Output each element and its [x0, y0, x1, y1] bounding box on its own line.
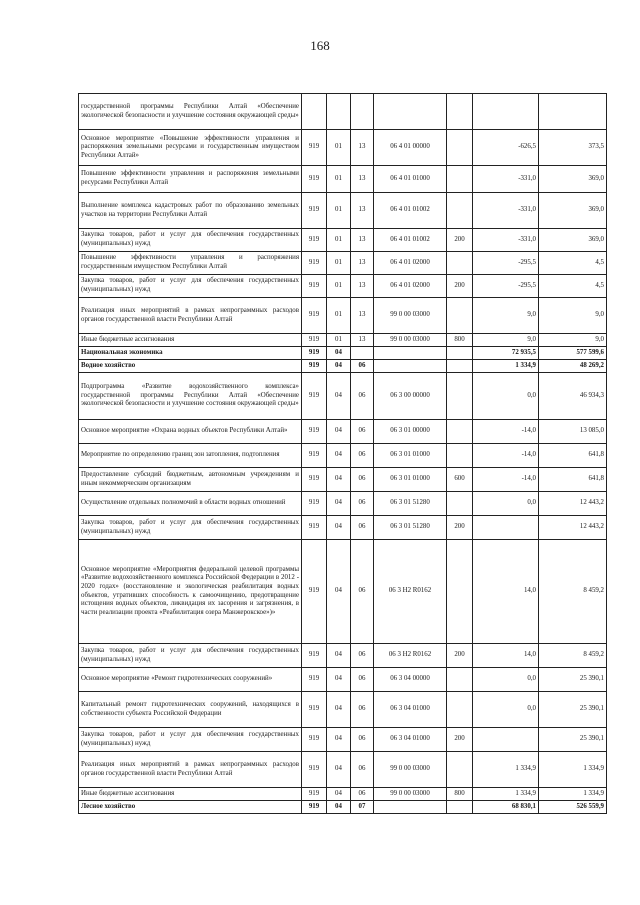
expense-name-cell: Осуществление отдельных полномочий в области водных отношений [79, 492, 302, 516]
subsection-code-cell: 06 [351, 540, 374, 644]
expense-type-cell [447, 373, 473, 420]
subsection-code-cell: 06 [351, 692, 374, 728]
section-code-cell: 01 [327, 275, 351, 298]
grbs-code-cell: 919 [302, 788, 327, 801]
target-article-cell: 99 0 00 03000 [374, 334, 447, 347]
section-code-cell: 01 [327, 193, 351, 229]
amount-change-cell: 0,0 [473, 692, 539, 728]
grbs-code-cell: 919 [302, 728, 327, 752]
subsection-code-cell: 13 [351, 193, 374, 229]
target-article-cell: 99 0 00 03000 [374, 788, 447, 801]
subsection-code-cell: 07 [351, 801, 374, 814]
section-code-cell: 01 [327, 252, 351, 275]
table-row [79, 275, 607, 298]
expense-name-cell: Иные бюджетные ассигнования [79, 788, 302, 801]
target-article-cell: 99 0 00 03000 [374, 752, 447, 788]
expense-name-cell: Предоставление субсидий бюджетным, автономным учреждениям и иным некоммерческим организациям [79, 468, 302, 492]
amount-change-cell: -331,0 [473, 193, 539, 229]
subsection-code-cell: 06 [351, 788, 374, 801]
target-article-cell [374, 347, 447, 360]
expense-name-cell: Водное хозяйство [79, 360, 302, 373]
section-code-cell: 04 [327, 668, 351, 692]
amount-total-cell: 9,0 [539, 334, 607, 347]
expense-type-cell: 200 [447, 728, 473, 752]
section-code-cell: 04 [327, 373, 351, 420]
page-number: 168 [310, 38, 330, 53]
amount-change-cell: 0,0 [473, 373, 539, 420]
grbs-code-cell: 919 [302, 193, 327, 229]
grbs-code-cell: 919 [302, 492, 327, 516]
target-article-cell: 06 3 01 51280 [374, 492, 447, 516]
expense-name-cell: Закупка товаров, работ и услуг для обеспечения государственных (муниципальных) нужд [79, 275, 302, 298]
expense-type-cell [447, 252, 473, 275]
section-code-cell: 04 [327, 347, 351, 360]
amount-change-cell: 72 935,5 [473, 347, 539, 360]
section-code-cell: 04 [327, 692, 351, 728]
grbs-code-cell: 919 [302, 668, 327, 692]
section-code-cell: 04 [327, 516, 351, 540]
expense-name-cell: Основное мероприятие «Охрана водных объектов Республики Алтай» [79, 420, 302, 444]
grbs-code-cell: 919 [302, 334, 327, 347]
section-code-cell: 01 [327, 298, 351, 334]
section-code-cell: 04 [327, 788, 351, 801]
subsection-code-cell [351, 347, 374, 360]
subsection-code-cell: 06 [351, 644, 374, 668]
amount-change-cell: 9,0 [473, 334, 539, 347]
expense-type-cell [447, 94, 473, 130]
section-code-cell: 04 [327, 801, 351, 814]
amount-change-cell: 0,0 [473, 492, 539, 516]
expense-type-cell: 200 [447, 516, 473, 540]
amount-change-cell: -14,0 [473, 444, 539, 468]
expense-type-cell [447, 166, 473, 193]
amount-total-cell: 25 390,1 [539, 668, 607, 692]
expense-name-cell: Подпрограмма «Развитие водохозяйственного комплекса» государственной программы Республики Алтай «Обеспечение экологической безопасности и улучшение состояния окружающей среды» [79, 373, 302, 420]
amount-change-cell: -295,5 [473, 275, 539, 298]
subsection-code-cell: 13 [351, 252, 374, 275]
amount-total-cell: 48 269,2 [539, 360, 607, 373]
amount-total-cell: 577 599,6 [539, 347, 607, 360]
expense-type-cell [447, 420, 473, 444]
section-code-cell: 04 [327, 752, 351, 788]
target-article-cell: 06 3 04 01000 [374, 728, 447, 752]
expense-name-cell: Повышение эффективности управления и распоряжения государственным имуществом Республики Алтай [79, 252, 302, 275]
expense-name-cell: Повышение эффективности управления и распоряжения земельными ресурсами Республики Алтай [79, 166, 302, 193]
amount-total-cell: 8 459,2 [539, 540, 607, 644]
expense-name-cell: Национальная экономика [79, 347, 302, 360]
amount-change-cell: -14,0 [473, 420, 539, 444]
section-code-cell: 04 [327, 468, 351, 492]
expense-type-cell [447, 444, 473, 468]
amount-change-cell: -331,0 [473, 166, 539, 193]
amount-total-cell: 25 390,1 [539, 728, 607, 752]
expense-type-cell [447, 692, 473, 728]
table-row [79, 752, 607, 788]
amount-total-cell: 8 459,2 [539, 644, 607, 668]
section-code-cell: 01 [327, 166, 351, 193]
grbs-code-cell: 919 [302, 468, 327, 492]
table-row [79, 298, 607, 334]
target-article-cell: 99 0 00 03000 [374, 298, 447, 334]
expense-name-cell: Мероприятие по определению границ зон затопления, подтопления [79, 444, 302, 468]
amount-change-cell: -331,0 [473, 229, 539, 252]
amount-total-cell: 641,8 [539, 468, 607, 492]
table-row [79, 516, 607, 540]
target-article-cell: 06 4 01 02000 [374, 252, 447, 275]
amount-total-cell: 12 443,2 [539, 516, 607, 540]
expense-name-cell: Реализация иных мероприятий в рамках непрограммных расходов органов государственной власти Республики Алтай [79, 298, 302, 334]
subsection-code-cell: 06 [351, 360, 374, 373]
subsection-code-cell: 06 [351, 468, 374, 492]
amount-change-cell: 1 334,9 [473, 360, 539, 373]
amount-total-cell: 4,5 [539, 275, 607, 298]
grbs-code-cell: 919 [302, 540, 327, 644]
grbs-code-cell: 919 [302, 752, 327, 788]
expense-type-cell [447, 668, 473, 692]
section-code-cell: 01 [327, 334, 351, 347]
subsection-code-cell: 13 [351, 334, 374, 347]
amount-total-cell: 13 085,0 [539, 420, 607, 444]
target-article-cell: 06 3 04 00000 [374, 668, 447, 692]
table-row [79, 728, 607, 752]
table-row [79, 373, 607, 420]
grbs-code-cell: 919 [302, 516, 327, 540]
subsection-code-cell: 13 [351, 130, 374, 166]
expense-name-cell: Основное мероприятие «Ремонт гидротехнических сооружений» [79, 668, 302, 692]
subsection-code-cell: 13 [351, 275, 374, 298]
expense-name-cell: государственной программы Республики Алтай «Обеспечение экологической безопасности и улучшение состояния окружающей среды» [79, 94, 302, 130]
target-article-cell: 06 4 01 01002 [374, 193, 447, 229]
table-row [79, 420, 607, 444]
amount-total-cell: 1 334,9 [539, 752, 607, 788]
subsection-code-cell: 06 [351, 444, 374, 468]
expense-type-cell [447, 540, 473, 644]
table-row [79, 644, 607, 668]
amount-total-cell: 46 934,3 [539, 373, 607, 420]
target-article-cell: 06 3 Н2 R0162 [374, 540, 447, 644]
amount-total-cell: 1 334,9 [539, 788, 607, 801]
table-row [79, 193, 607, 229]
grbs-code-cell: 919 [302, 166, 327, 193]
expense-name-cell: Закупка товаров, работ и услуг для обеспечения государственных (муниципальных) нужд [79, 229, 302, 252]
expense-name-cell: Иные бюджетные ассигнования [79, 334, 302, 347]
grbs-code-cell: 919 [302, 298, 327, 334]
section-code-cell: 04 [327, 420, 351, 444]
target-article-cell: 06 3 01 01000 [374, 444, 447, 468]
table-row [79, 252, 607, 275]
section-code-cell: 04 [327, 728, 351, 752]
amount-change-cell: -14,0 [473, 468, 539, 492]
subsection-code-cell [351, 94, 374, 130]
subsection-code-cell: 13 [351, 166, 374, 193]
expense-name-cell: Закупка товаров, работ и услуг для обеспечения государственных (муниципальных) нужд [79, 728, 302, 752]
section-code-cell: 01 [327, 130, 351, 166]
table-row [79, 130, 607, 166]
expense-type-cell [447, 360, 473, 373]
table-row [79, 801, 607, 814]
subsection-code-cell: 06 [351, 728, 374, 752]
budget-table [78, 93, 607, 814]
expense-name-cell: Основное мероприятие «Повышение эффективности управления и распоряжения земельными ресурсами и государственным имуществом Республики Алтай» [79, 130, 302, 166]
target-article-cell: 06 4 01 01000 [374, 166, 447, 193]
table-row [79, 692, 607, 728]
target-article-cell: 06 4 01 02000 [374, 275, 447, 298]
section-code-cell: 04 [327, 444, 351, 468]
expense-type-cell: 200 [447, 229, 473, 252]
amount-change-cell: -295,5 [473, 252, 539, 275]
subsection-code-cell: 06 [351, 420, 374, 444]
section-code-cell [327, 94, 351, 130]
amount-total-cell: 369,0 [539, 229, 607, 252]
subsection-code-cell: 06 [351, 373, 374, 420]
section-code-cell: 04 [327, 360, 351, 373]
target-article-cell: 06 3 Н2 R0162 [374, 644, 447, 668]
target-article-cell: 06 3 00 00000 [374, 373, 447, 420]
amount-change-cell: 9,0 [473, 298, 539, 334]
target-article-cell: 06 3 01 01000 [374, 468, 447, 492]
amount-total-cell: 9,0 [539, 298, 607, 334]
expense-type-cell [447, 492, 473, 516]
section-code-cell: 04 [327, 492, 351, 516]
grbs-code-cell: 919 [302, 360, 327, 373]
amount-total-cell: 369,0 [539, 193, 607, 229]
table-row [79, 360, 607, 373]
target-article-cell: 06 3 01 00000 [374, 420, 447, 444]
table-row [79, 94, 607, 130]
amount-change-cell: 14,0 [473, 540, 539, 644]
table-row [79, 540, 607, 644]
amount-change-cell [473, 516, 539, 540]
expense-type-cell: 800 [447, 334, 473, 347]
amount-change-cell: 14,0 [473, 644, 539, 668]
target-article-cell [374, 801, 447, 814]
grbs-code-cell: 919 [302, 275, 327, 298]
subsection-code-cell: 06 [351, 516, 374, 540]
table-row [79, 229, 607, 252]
amount-total-cell: 641,8 [539, 444, 607, 468]
expense-name-cell: Лесное хозяйство [79, 801, 302, 814]
table-row [79, 668, 607, 692]
subsection-code-cell: 13 [351, 229, 374, 252]
expense-name-cell: Реализация иных мероприятий в рамках непрограммных расходов органов государственной власти Республики Алтай [79, 752, 302, 788]
target-article-cell: 06 4 01 00000 [374, 130, 447, 166]
target-article-cell [374, 360, 447, 373]
grbs-code-cell: 919 [302, 420, 327, 444]
amount-total-cell [539, 94, 607, 130]
expense-type-cell [447, 752, 473, 788]
target-article-cell [374, 94, 447, 130]
subsection-code-cell: 06 [351, 668, 374, 692]
grbs-code-cell: 919 [302, 252, 327, 275]
expense-name-cell: Закупка товаров, работ и услуг для обеспечения государственных (муниципальных) нужд [79, 644, 302, 668]
expense-name-cell: Выполнение комплекса кадастровых работ по образованию земельных участков на территории Республики Алтай [79, 193, 302, 229]
subsection-code-cell: 06 [351, 492, 374, 516]
grbs-code-cell: 919 [302, 373, 327, 420]
section-code-cell: 04 [327, 540, 351, 644]
table-row [79, 468, 607, 492]
expense-name-cell: Основное мероприятие «Мероприятия федеральной целевой программы «Развитие водохозяйственного комплекса Российской Федерации в 2012 - 2020 годах» (восстановление и экологическая реабилитация водных объектов, утративших способность к самоочищению, предотвращение истощения водных объектов, ликвидация их засорения и загрязнения, в части реализации проекта «Реабилитация озера Манжерокское»)» [79, 540, 302, 644]
amount-total-cell: 12 443,2 [539, 492, 607, 516]
amount-total-cell: 526 559,9 [539, 801, 607, 814]
amount-change-cell [473, 94, 539, 130]
table-row [79, 788, 607, 801]
target-article-cell: 06 3 01 51280 [374, 516, 447, 540]
expense-type-cell: 200 [447, 275, 473, 298]
grbs-code-cell: 919 [302, 229, 327, 252]
amount-change-cell: 1 334,9 [473, 788, 539, 801]
grbs-code-cell: 919 [302, 444, 327, 468]
amount-change-cell [473, 728, 539, 752]
amount-total-cell: 369,0 [539, 166, 607, 193]
amount-change-cell: 68 830,1 [473, 801, 539, 814]
expense-type-cell [447, 347, 473, 360]
expense-type-cell [447, 801, 473, 814]
section-code-cell: 01 [327, 229, 351, 252]
expense-type-cell: 600 [447, 468, 473, 492]
table-row [79, 166, 607, 193]
expense-type-cell: 800 [447, 788, 473, 801]
grbs-code-cell: 919 [302, 347, 327, 360]
expense-type-cell [447, 193, 473, 229]
amount-total-cell: 4,5 [539, 252, 607, 275]
subsection-code-cell: 06 [351, 752, 374, 788]
expense-type-cell: 200 [447, 644, 473, 668]
expense-type-cell [447, 130, 473, 166]
table-row [79, 347, 607, 360]
amount-total-cell: 373,5 [539, 130, 607, 166]
subsection-code-cell: 13 [351, 298, 374, 334]
expense-name-cell: Капитальный ремонт гидротехнических сооружений, находящихся в собственности субъекта Российской Федерации [79, 692, 302, 728]
amount-change-cell: 0,0 [473, 668, 539, 692]
amount-total-cell: 25 390,1 [539, 692, 607, 728]
section-code-cell: 04 [327, 644, 351, 668]
amount-change-cell: -626,5 [473, 130, 539, 166]
target-article-cell: 06 4 01 01002 [374, 229, 447, 252]
target-article-cell: 06 3 04 01000 [374, 692, 447, 728]
grbs-code-cell [302, 94, 327, 130]
table-row [79, 334, 607, 347]
grbs-code-cell: 919 [302, 692, 327, 728]
expense-type-cell [447, 298, 473, 334]
table-row [79, 492, 607, 516]
expense-name-cell: Закупка товаров, работ и услуг для обеспечения государственных (муниципальных) нужд [79, 516, 302, 540]
grbs-code-cell: 919 [302, 644, 327, 668]
table-row [79, 444, 607, 468]
grbs-code-cell: 919 [302, 130, 327, 166]
amount-change-cell: 1 334,9 [473, 752, 539, 788]
grbs-code-cell: 919 [302, 801, 327, 814]
